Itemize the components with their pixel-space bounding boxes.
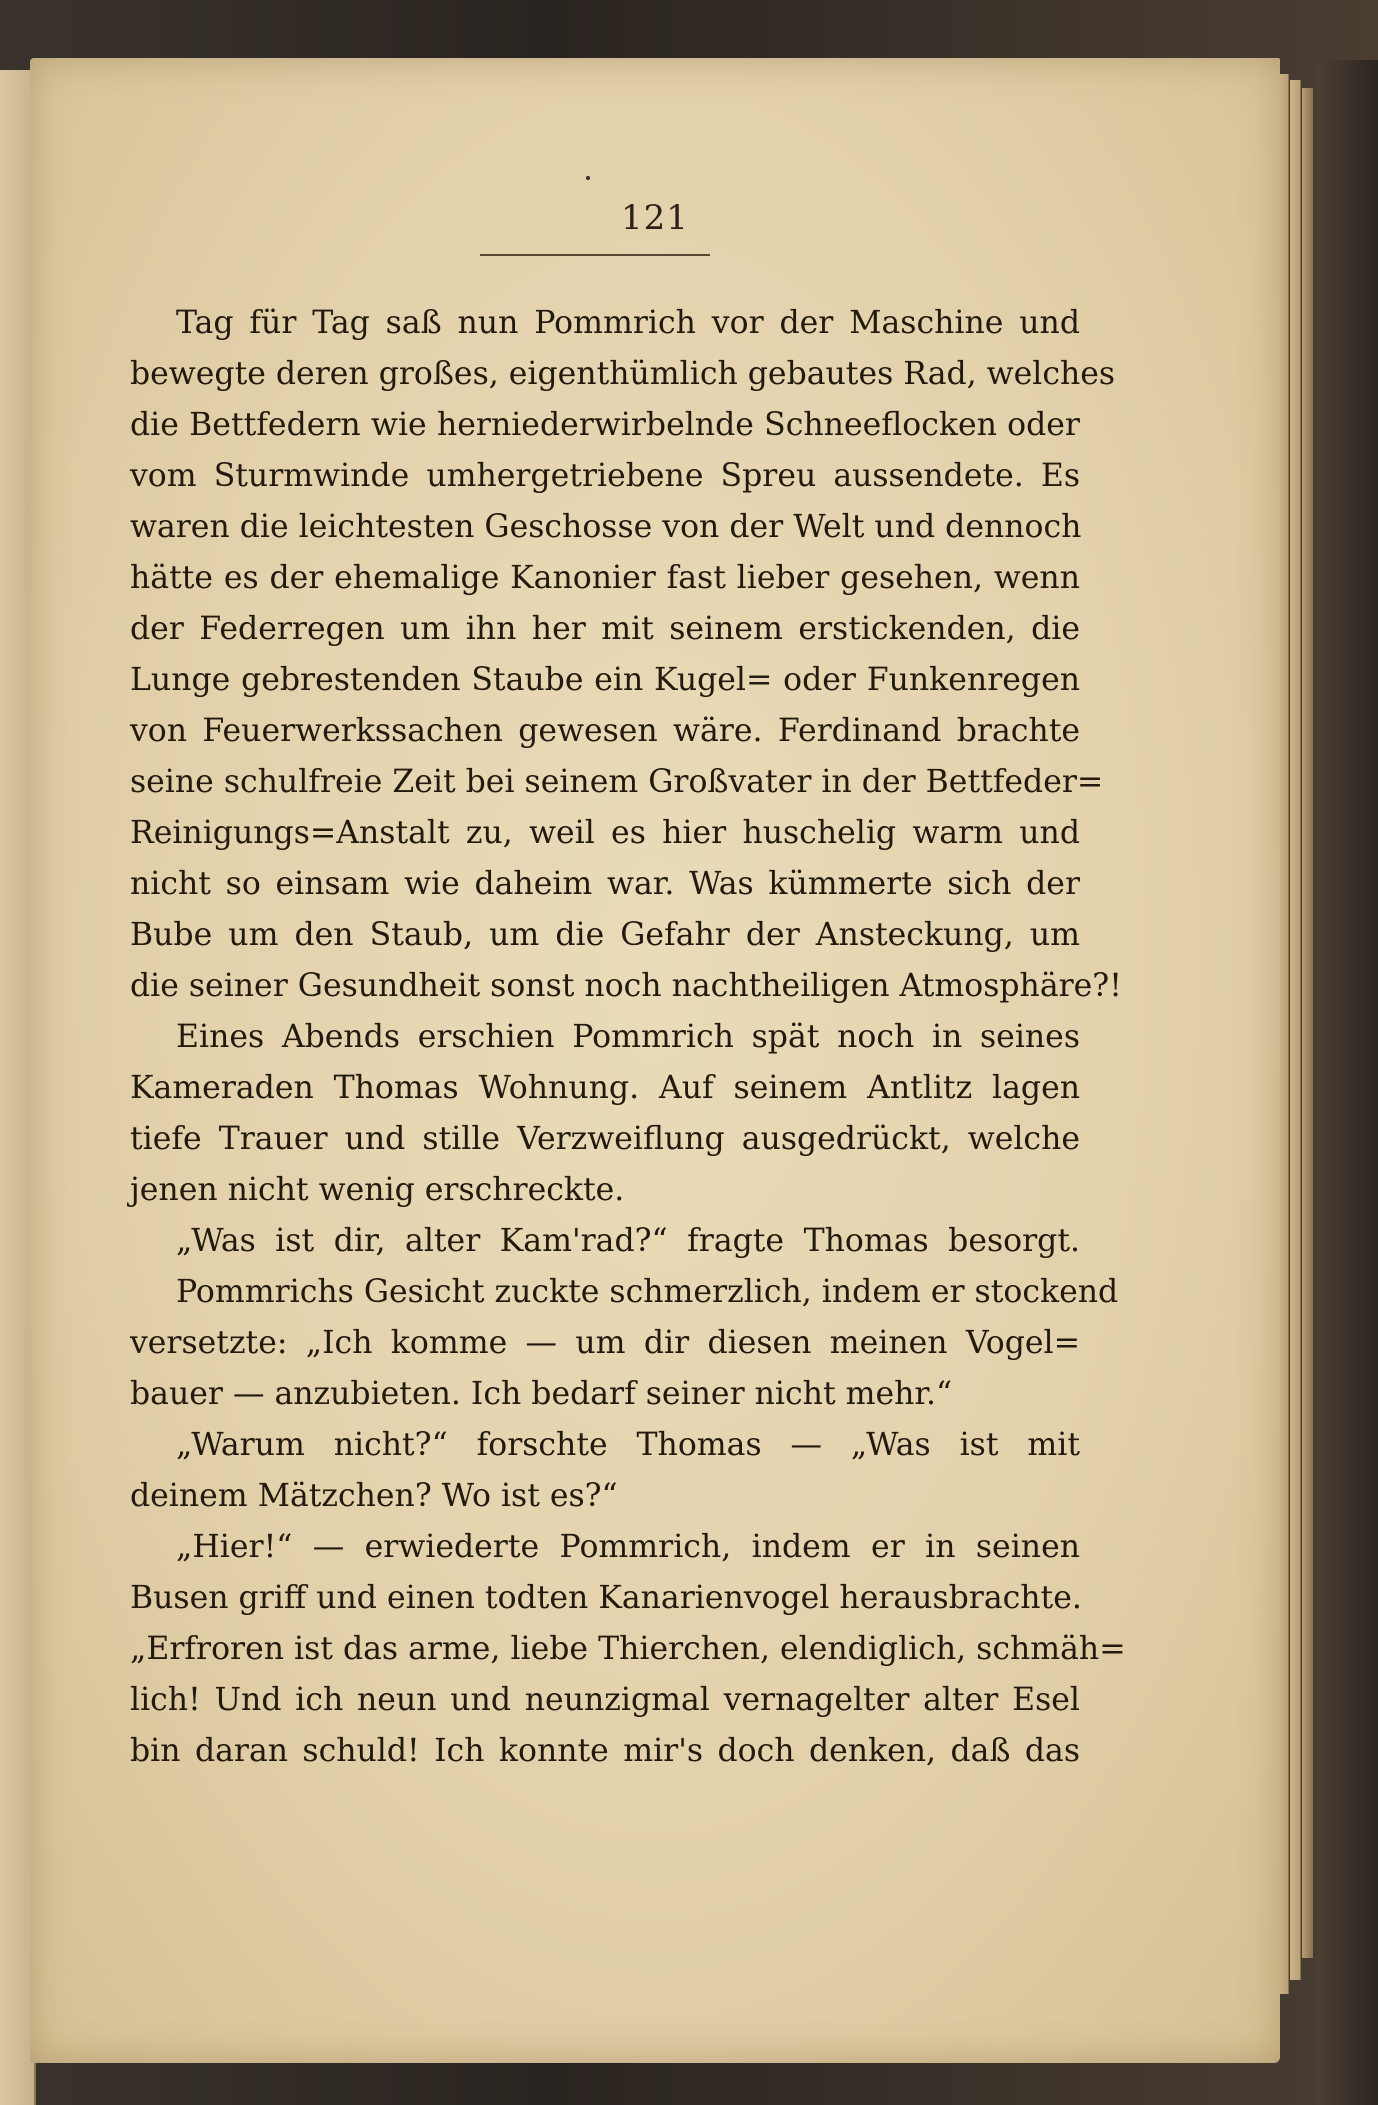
text-line: jenen nicht wenig erschreckte. — [130, 1172, 625, 1208]
header-rule — [480, 254, 710, 256]
text-line: Busen griff und einen todten Kanarienvogel herausbrachte. — [130, 1580, 1082, 1616]
text-line: bauer — anzubieten. Ich bedarf seiner nicht mehr.“ — [130, 1376, 953, 1412]
text-line: Reinigungs=Anstalt zu, weil es hier huschelig warm und — [130, 815, 1080, 851]
text-line: tiefe Trauer und stille Verzweiflung ausgedrückt, welche — [130, 1121, 1080, 1157]
page-edge — [1302, 88, 1313, 1958]
text-line: „Warum nicht?“ forschte Thomas — „Was ist mit — [176, 1427, 1080, 1463]
text-line: die seiner Gesundheit sonst noch nachtheiligen Atmosphäre?! — [130, 968, 1122, 1004]
page-edge — [1290, 80, 1301, 1980]
text-line: lich! Und ich neun und neunzigmal vernagelter alter Esel — [130, 1682, 1080, 1718]
text-line: Lunge gebrestenden Staube ein Kugel= oder Funkenregen — [130, 662, 1080, 698]
text-line: Pommrichs Gesicht zuckte schmerzlich, indem er stockend — [176, 1274, 1119, 1310]
text-line: bewegte deren großes, eigenthümlich gebautes Rad, welches — [130, 356, 1116, 392]
text-line: seine schulfreie Zeit bei seinem Großvater in der Bettfeder= — [130, 764, 1104, 800]
text-line: Eines Abends erschien Pommrich spät noch in seines — [176, 1019, 1080, 1055]
text-line: Kameraden Thomas Wohnung. Auf seinem Antlitz lagen — [130, 1070, 1080, 1106]
text-line: hätte es der ehemalige Kanonier fast lieber gesehen, wenn — [130, 560, 1080, 596]
text-line: versetzte: „Ich komme — um dir diesen meinen Vogel= — [130, 1325, 1080, 1361]
text-line: nicht so einsam wie daheim war. Was kümmerte sich der — [130, 866, 1080, 902]
text-line: Tag für Tag saß nun Pommrich vor der Maschine und — [176, 305, 1080, 341]
page-number: 121 — [621, 198, 689, 238]
text-line: Bube um den Staub, um die Gefahr der Ansteckung, um — [130, 917, 1080, 953]
text-line: waren die leichtesten Geschosse von der Welt und dennoch — [130, 509, 1082, 545]
text-line: bin daran schuld! Ich konnte mir's doch denken, daß das — [130, 1733, 1080, 1769]
text-line: vom Sturmwinde umhergetriebene Spreu aussendete. Es — [130, 458, 1080, 494]
text-line: von Feuerwerkssachen gewesen wäre. Ferdinand brachte — [130, 713, 1080, 749]
text-line: die Bettfedern wie herniederwirbelnde Schneeflocken oder — [130, 407, 1080, 443]
text-line: „Was ist dir, alter Kam'rad?“ fragte Thomas besorgt. — [176, 1223, 1080, 1259]
text-line: deinem Mätzchen? Wo ist es?“ — [130, 1478, 618, 1514]
text-line: „Hier!“ — erwiederte Pommrich, indem er in seinen — [176, 1529, 1080, 1565]
text-line: „Erfroren ist das arme, liebe Thierchen, elendiglich, schmäh= — [130, 1631, 1126, 1667]
book-page — [30, 58, 1280, 2063]
book-spine-edge — [1316, 60, 1378, 2105]
body-text — [130, 298, 1126, 1777]
ink-dot — [586, 176, 590, 180]
text-line: der Federregen um ihn her mit seinem erstickenden, die — [130, 611, 1080, 647]
